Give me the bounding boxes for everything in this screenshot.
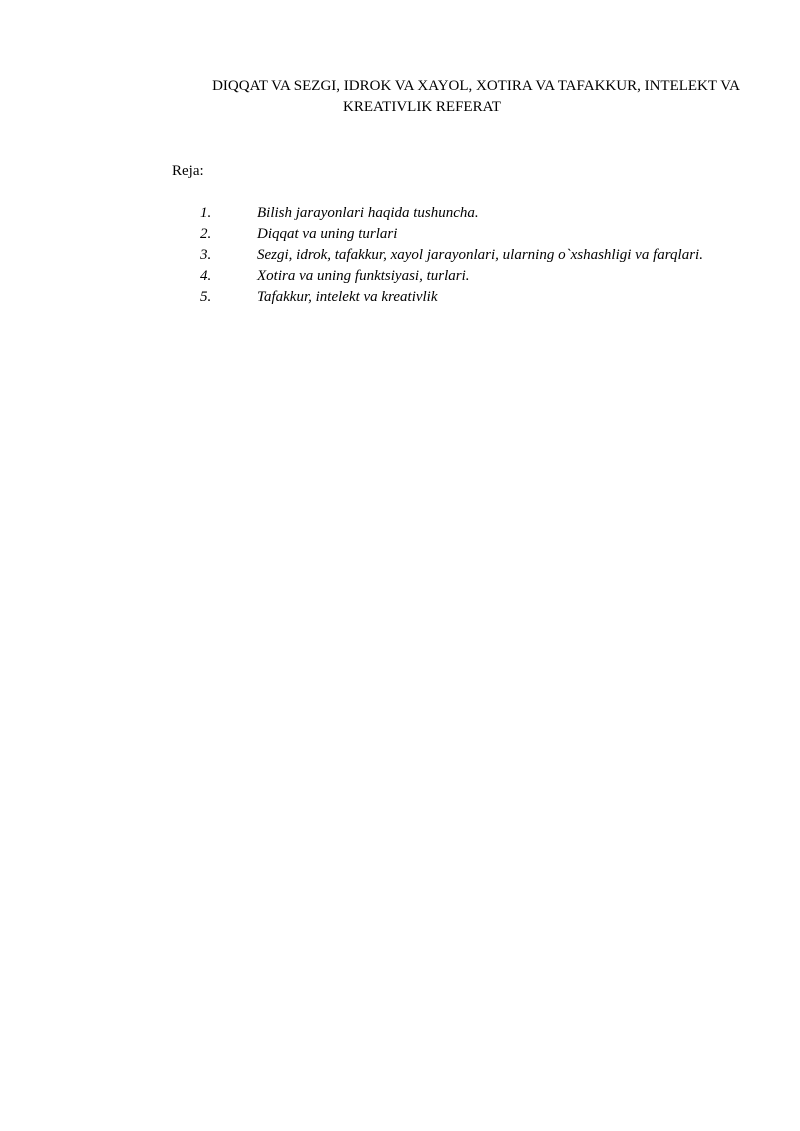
plan-item-number: 4. bbox=[200, 268, 212, 284]
plan-item-number: 5. bbox=[200, 289, 212, 305]
plan-item-number: 2. bbox=[200, 226, 212, 242]
plan-item-number: 3. bbox=[200, 247, 212, 263]
title-line-2: KREATIVLIK REFERAT bbox=[343, 99, 501, 115]
plan-item-text: Sezgi, idrok, tafakkur, xayol jarayonlari, ularning o`xshashligi va farqlari. bbox=[257, 247, 703, 263]
document-title bbox=[118, 76, 740, 118]
plan-item-text: Bilish jarayonlari haqida tushuncha. bbox=[257, 205, 479, 221]
plan-item-text: Xotira va uning funktsiyasi, turlari. bbox=[257, 268, 470, 284]
plan-item-text: Tafakkur, intelekt va kreativlik bbox=[257, 289, 438, 305]
plan-heading: Reja: bbox=[172, 163, 204, 179]
title-line-1: DIQQAT VA SEZGI, IDROK VA XAYOL, XOTIRA VA TAFAKKUR, INTELEKT VA bbox=[212, 78, 740, 94]
plan-item-number: 1. bbox=[200, 205, 212, 221]
plan-item-text: Diqqat va uning turlari bbox=[257, 226, 398, 242]
